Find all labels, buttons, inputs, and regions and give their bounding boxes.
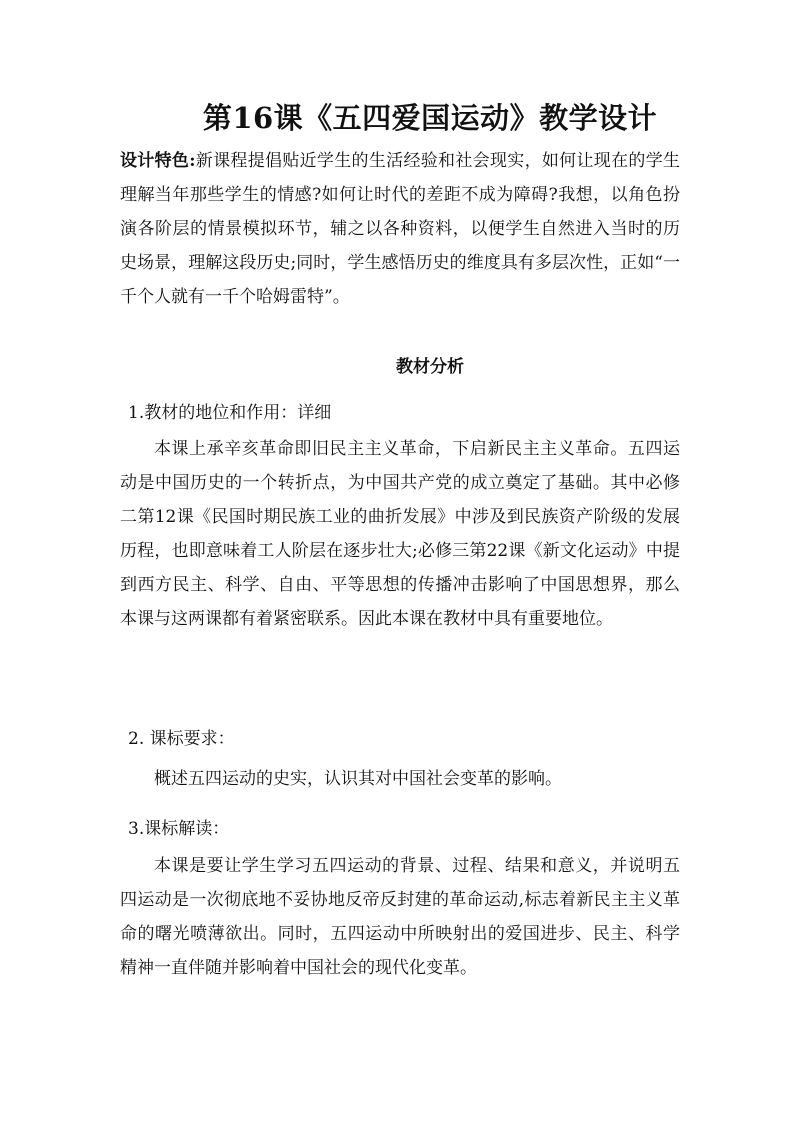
design-features-text: 新课程提倡贴近学生的生活经验和社会现实，如何让现在的学生理解当年那些学生的情感?如何让时代的差距不成为障碍?我想，以角色扮演各阶层的情景模拟环节，辅之以各种资料，以便学生自然进入当时的历史场景，理解这段历史;同时，学生感悟历史的维度具有多层次性，正如“一千个人就有一千个哈姆雷特”。	[120, 151, 681, 307]
item-heading-1: 1.教材的地位和作用：详细	[128, 403, 332, 423]
item-heading-2: 2. 课标要求：	[128, 729, 235, 749]
item-paragraph-3: 本课是要让学生学习五四运动的背景、过程、结果和意义，并说明五四运动是一次彻底地不妥协地反帝反封建的革命运动,标志着新民主主义革命的曙光喷薄欲出。同时，五四运动中所映射出的爱国进步、民主、科学精神一直伴随并影响着中国社会的现代化变革。	[120, 856, 680, 978]
document-title: 第16课《五四爱国运动》教学设计	[202, 101, 658, 135]
design-features-paragraph	[120, 144, 680, 314]
item-paragraph-2: 概述五四运动的史实，认识其对中国社会变革的影响。	[154, 769, 562, 789]
item-paragraph-1: 本课上承辛亥革命即旧民主主义革命，下启新民主主义革命。五四运动是中国历史的一个转折点，为中国共产党的成立奠定了基础。其中必修二第12课《民国时期民族工业的曲折发展》中涉及到民族资产阶级的发展历程，也即意味着工人阶层在逐步壮大;必修三第22课《新文化运动》中提到西方民主、科学、自由、平等思想的传播冲击影响了中国思想界，那么本课与这两课都有着紧密联系。因此本课在教材中具有重要地位。	[120, 439, 680, 629]
section-heading: 教材分析	[396, 357, 464, 377]
design-features-label: 设计特色:	[120, 151, 196, 171]
item-heading-3: 3.课标解读：	[128, 819, 230, 839]
